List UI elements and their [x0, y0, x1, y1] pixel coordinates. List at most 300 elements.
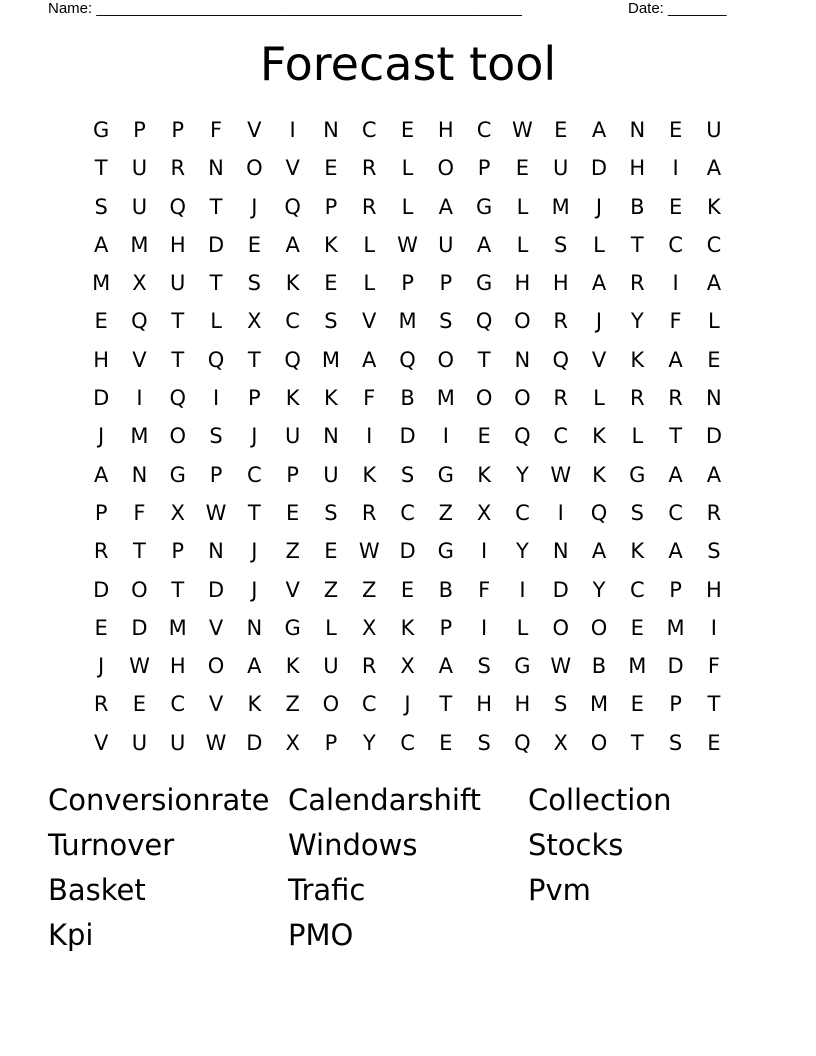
grid-letter: E [630, 692, 644, 717]
grid-letter: R [93, 692, 109, 717]
grid-letter: V [132, 347, 147, 372]
grid-letter: V [285, 577, 300, 602]
grid-letter: K [324, 232, 338, 257]
grid-letter: R [93, 539, 109, 564]
word-list-item: PMO [288, 918, 354, 952]
grid-letter: A [438, 654, 453, 679]
grid-letter: S [94, 194, 108, 219]
grid-letter: L [401, 156, 414, 181]
grid-letter: M [321, 347, 340, 372]
grid-letter: Q [514, 730, 531, 755]
grid-letter: P [477, 156, 491, 181]
grid-letter: T [669, 424, 683, 449]
grid-letter: G [437, 539, 454, 564]
grid-letter: S [477, 654, 491, 679]
grid-letter: B [438, 577, 454, 602]
grid-letter: G [475, 194, 493, 219]
grid-letter: P [439, 615, 453, 640]
grid-letter: X [247, 309, 262, 334]
grid-letter: O [590, 615, 608, 640]
grid-letter: V [285, 156, 300, 181]
grid-letter: F [669, 309, 682, 334]
grid-letter: S [209, 424, 223, 449]
grid-letter: V [247, 118, 262, 142]
grid-letter: D [399, 424, 416, 449]
grid-letter: O [514, 386, 531, 411]
grid-letter: L [516, 615, 529, 640]
grid-letter: S [707, 539, 721, 564]
grid-letter: D [590, 156, 608, 181]
grid-letter: M [666, 615, 685, 640]
word-list-item: Calendarshift [288, 783, 482, 817]
grid-letter: I [710, 615, 717, 640]
grid-letter: E [400, 118, 415, 142]
grid-letter: U [438, 232, 454, 257]
grid-letter: L [363, 232, 376, 257]
grid-letter: G [514, 654, 531, 679]
grid-letter: F [478, 577, 491, 602]
date-field-label: Date: _______ [628, 0, 727, 17]
grid-letter: I [212, 386, 220, 411]
grid-letter: D [93, 577, 110, 602]
grid-letter: L [516, 194, 529, 219]
grid-letter: E [630, 615, 644, 640]
grid-letter: P [171, 539, 185, 564]
header [48, 0, 748, 20]
grid-letter: N [246, 615, 263, 640]
grid-letter: P [286, 462, 299, 487]
grid-letter: C [668, 232, 683, 257]
grid-letter: Q [399, 347, 416, 372]
grid-letter: H [93, 347, 110, 372]
grid-letter: O [475, 386, 493, 411]
grid-letter: T [94, 156, 108, 181]
grid-letter: R [361, 156, 377, 181]
grid-letter: J [595, 194, 603, 219]
grid-letter: I [481, 539, 488, 564]
grid-letter: R [361, 654, 377, 679]
grid-letter: F [707, 654, 720, 679]
word-list-item: Pvm [528, 873, 591, 907]
word-list-item: Windows [288, 828, 418, 862]
grid-letter: L [708, 309, 720, 334]
grid-letter: A [706, 156, 722, 181]
word-list-item: Trafic [288, 873, 366, 907]
grid-letter: L [325, 615, 337, 640]
grid-letter: P [209, 462, 223, 487]
grid-letter: K [285, 654, 300, 679]
grid-letter: R [553, 386, 568, 411]
grid-letter: J [595, 309, 603, 334]
grid-letter: D [552, 577, 569, 602]
grid-letter: D [93, 386, 110, 411]
grid-letter: K [477, 462, 491, 487]
grid-letter: R [361, 194, 377, 219]
grid-letter: C [515, 500, 530, 525]
grid-letter: H [169, 232, 186, 257]
grid-letter: R [361, 500, 377, 525]
grid-letter: N [706, 386, 722, 411]
grid-letter: A [93, 232, 109, 257]
grid-letter: Q [131, 309, 148, 334]
grid-letter: O [131, 577, 148, 602]
grid-letter: R [668, 386, 683, 411]
grid-letter: T [439, 692, 453, 717]
grid-letter: N [208, 156, 224, 181]
grid-letter: Q [552, 347, 569, 372]
grid-letter: D [207, 577, 225, 602]
grid-letter: B [400, 386, 415, 411]
grid-letter: K [285, 271, 300, 296]
grid-letter: A [706, 271, 722, 296]
grid-letter: D [131, 615, 148, 640]
grid-letter: K [592, 424, 606, 449]
grid-letter: U [170, 730, 186, 755]
word-list-item: Stocks [528, 828, 624, 862]
grid-letter: C [553, 424, 569, 449]
grid-letter: D [705, 424, 722, 449]
grid-letter: A [362, 347, 377, 372]
grid-letter: V [208, 615, 224, 640]
grid-letter: E [439, 730, 453, 755]
grid-letter: G [437, 462, 454, 487]
grid-letter: O [437, 347, 455, 372]
grid-letter: A [476, 232, 492, 257]
grid-letter: T [247, 500, 261, 525]
grid-letter: S [554, 232, 568, 257]
grid-letter: R [630, 271, 645, 296]
grid-letter: G [629, 462, 646, 487]
grid-letter: A [438, 194, 453, 219]
grid-letter: Z [438, 500, 454, 525]
grid-letter: U [323, 654, 339, 679]
grid-letter: Y [362, 730, 376, 755]
grid-letter: P [669, 692, 682, 717]
grid-letter: L [593, 386, 605, 411]
grid-letter: P [171, 118, 185, 142]
grid-letter: W [550, 654, 572, 679]
grid-letter: Z [362, 577, 377, 602]
grid-letter: L [631, 424, 644, 449]
grid-letter: X [400, 654, 415, 679]
grid-letter: K [400, 615, 415, 640]
grid-letter: Q [169, 194, 186, 219]
grid-letter: H [629, 156, 646, 181]
grid-letter: E [554, 118, 568, 142]
word-list-item: Turnover [48, 828, 175, 862]
grid-letter: C [247, 462, 262, 487]
grid-letter: Q [284, 347, 301, 372]
grid-letter: P [324, 194, 338, 219]
grid-letter: P [439, 271, 453, 296]
grid-letter: Q [207, 347, 225, 372]
grid-letter: F [209, 118, 223, 142]
grid-letter: E [477, 424, 491, 449]
grid-letter: M [130, 424, 149, 449]
word-list-item: Basket [48, 873, 146, 907]
grid-letter: U [131, 194, 148, 219]
grid-letter: H [552, 271, 569, 296]
grid-letter: V [208, 692, 224, 717]
grid-letter: I [557, 500, 564, 525]
grid-letter: E [324, 539, 338, 564]
grid-letter: M [551, 194, 570, 219]
grid-letter: V [93, 730, 109, 755]
grid-letter: E [668, 194, 683, 219]
grid-letter: D [207, 232, 225, 257]
grid-letter: C [476, 118, 492, 142]
grid-letter: X [285, 730, 300, 755]
grid-letter: U [131, 730, 148, 755]
grid-letter: T [133, 539, 146, 564]
grid-letter: S [324, 500, 338, 525]
grid-letter: X [476, 500, 492, 525]
grid-letter: A [668, 462, 683, 487]
grid-letter: G [475, 271, 493, 296]
grid-letter: K [285, 386, 300, 411]
grid-letter: L [210, 309, 222, 334]
grid-letter: I [289, 118, 296, 142]
grid-letter: O [552, 615, 569, 640]
grid-letter: S [554, 692, 568, 717]
grid-letter: B [591, 654, 607, 679]
grid-letter: K [362, 462, 377, 487]
grid-letter: T [707, 692, 721, 717]
grid-letter: T [209, 271, 223, 296]
grid-letter: J [251, 194, 258, 219]
grid-letter: R [553, 309, 568, 334]
grid-letter: K [592, 462, 606, 487]
grid-letter: R [706, 500, 722, 525]
grid-letter: S [630, 500, 644, 525]
grid-letter: J [404, 692, 411, 717]
grid-letter: I [136, 386, 143, 411]
grid-letter: A [591, 271, 607, 296]
grid-letter: C [400, 730, 415, 755]
grid-letter: I [672, 271, 679, 296]
grid-letter: P [401, 271, 414, 296]
word-list-item: Conversionrate [48, 783, 270, 817]
grid-letter: K [630, 347, 645, 372]
grid-letter: M [589, 692, 609, 717]
grid-letter: X [132, 271, 147, 296]
grid-letter: L [401, 194, 414, 219]
grid-letter: A [591, 118, 607, 142]
grid-letter: Q [475, 309, 493, 334]
grid-letter: K [707, 194, 721, 219]
grid-letter: A [93, 462, 109, 487]
grid-letter: B [630, 194, 645, 219]
grid-letter: E [707, 347, 721, 372]
grid-letter: C [706, 232, 722, 257]
grid-letter: T [171, 309, 185, 334]
grid-letter: Z [285, 692, 300, 717]
grid-letter: X [362, 615, 377, 640]
grid-letter: H [706, 577, 722, 602]
grid-letter: T [630, 730, 644, 755]
grid-letter: Z [285, 539, 300, 564]
grid-letter: H [437, 118, 454, 142]
grid-letter: E [324, 156, 338, 181]
grid-letter: T [171, 577, 185, 602]
grid-letter: W [512, 118, 533, 142]
grid-letter: I [672, 156, 679, 181]
grid-letter: O [169, 424, 186, 449]
grid-letter: U [553, 156, 569, 181]
grid-letter: D [399, 539, 416, 564]
grid-letter: I [519, 577, 526, 602]
grid-letter: W [397, 232, 418, 257]
grid-letter: Q [169, 386, 186, 411]
grid-letter: O [322, 692, 340, 717]
grid-letter: I [442, 424, 449, 449]
grid-letter: E [668, 118, 683, 142]
grid-letter: S [477, 730, 491, 755]
grid-letter: K [324, 386, 338, 411]
grid-letter: C [170, 692, 186, 717]
grid-letter: S [439, 309, 453, 334]
grid-letter: H [514, 271, 531, 296]
grid-letter: C [629, 577, 645, 602]
grid-letter: R [170, 156, 186, 181]
grid-letter: P [324, 730, 338, 755]
grid-letter: I [481, 615, 488, 640]
grid-letter: U [284, 424, 301, 449]
grid-letter: J [251, 539, 258, 564]
grid-letter: O [514, 309, 531, 334]
grid-letter: M [398, 309, 417, 334]
grid-letter: J [251, 424, 258, 449]
grid-letter: C [361, 118, 377, 142]
grid-letter: G [169, 462, 186, 487]
grid-letter: J [251, 577, 258, 602]
grid-letter: E [247, 232, 261, 257]
grid-letter: A [247, 654, 262, 679]
grid-letter: X [553, 730, 568, 755]
grid-letter: Y [630, 309, 644, 334]
grid-letter: Q [590, 500, 608, 525]
grid-letter: H [169, 654, 186, 679]
grid-letter: K [247, 692, 262, 717]
letter-grid [82, 111, 733, 762]
grid-letter: N [208, 539, 224, 564]
grid-letter: D [246, 730, 263, 755]
grid-letter: H [476, 692, 493, 717]
grid-letter: O [207, 654, 225, 679]
grid-letter: C [285, 309, 300, 334]
grid-letter: A [668, 347, 683, 372]
grid-letter: T [477, 347, 491, 372]
word-list [48, 778, 768, 958]
grid-letter: W [205, 730, 227, 755]
grid-letter: Z [323, 577, 339, 602]
grid-letter: N [323, 118, 339, 142]
grid-letter: O [590, 730, 608, 755]
grid-letter: W [129, 654, 150, 679]
grid-letter: R [630, 386, 645, 411]
grid-letter: V [591, 347, 607, 372]
grid-letter: C [400, 500, 415, 525]
grid-letter: O [437, 156, 455, 181]
grid-letter: N [552, 539, 569, 564]
grid-letter: E [324, 271, 338, 296]
grid-letter: J [98, 654, 105, 679]
grid-letter: Q [514, 424, 531, 449]
grid-letter: E [515, 156, 530, 181]
grid-letter: L [593, 232, 605, 257]
grid-letter: F [133, 500, 146, 525]
grid-letter: P [669, 577, 682, 602]
grid-letter: A [285, 232, 300, 257]
name-field-label: Name: ___________________________________________________ [48, 0, 522, 17]
grid-letter: C [361, 692, 377, 717]
grid-letter: U [323, 462, 339, 487]
grid-letter: X [170, 500, 185, 525]
grid-letter: G [284, 615, 301, 640]
grid-letter: A [668, 539, 683, 564]
grid-letter: M [436, 386, 455, 411]
grid-letter: Y [592, 577, 606, 602]
grid-letter: C [668, 500, 683, 525]
grid-letter: N [131, 462, 148, 487]
grid-letter: H [514, 692, 531, 717]
grid-letter: E [132, 692, 147, 717]
grid-letter: L [363, 271, 376, 296]
page-title: Forecast tool [259, 37, 557, 91]
word-list-item: Collection [528, 783, 672, 817]
grid-letter: E [94, 309, 108, 334]
grid-letter: Y [516, 539, 529, 564]
grid-letter: M [92, 271, 111, 296]
grid-letter: Y [516, 462, 529, 487]
grid-letter: Q [284, 194, 301, 219]
grid-letter: E [94, 615, 108, 640]
grid-letter: F [363, 386, 376, 411]
grid-letter: O [246, 156, 263, 181]
grid-letter: J [98, 424, 105, 449]
grid-letter: I [366, 424, 373, 449]
grid-letter: U [706, 118, 722, 142]
grid-letter: L [516, 232, 529, 257]
grid-letter: T [209, 194, 223, 219]
grid-letter: P [94, 500, 108, 525]
grid-letter: W [358, 539, 380, 564]
grid-letter: P [133, 118, 146, 142]
grid-letter: W [205, 500, 227, 525]
grid-letter: V [362, 309, 377, 334]
grid-letter: E [707, 730, 721, 755]
grid-letter: A [591, 539, 607, 564]
grid-letter: D [667, 654, 684, 679]
grid-letter: T [171, 347, 185, 372]
grid-letter: E [400, 577, 415, 602]
grid-letter: N [514, 347, 531, 372]
grid-letter: A [706, 462, 722, 487]
grid-letter: K [630, 539, 645, 564]
word-list-item: Kpi [48, 918, 94, 952]
grid-letter: T [630, 232, 644, 257]
grid-letter: N [323, 424, 339, 449]
grid-letter: M [628, 654, 647, 679]
grid-letter: S [668, 730, 683, 755]
grid-letter: G [93, 118, 110, 142]
grid-letter: U [170, 271, 186, 296]
grid-letter: M [168, 615, 187, 640]
grid-letter: S [247, 271, 261, 296]
grid-letter: M [130, 232, 149, 257]
grid-letter: W [550, 462, 572, 487]
grid-letter: S [324, 309, 338, 334]
